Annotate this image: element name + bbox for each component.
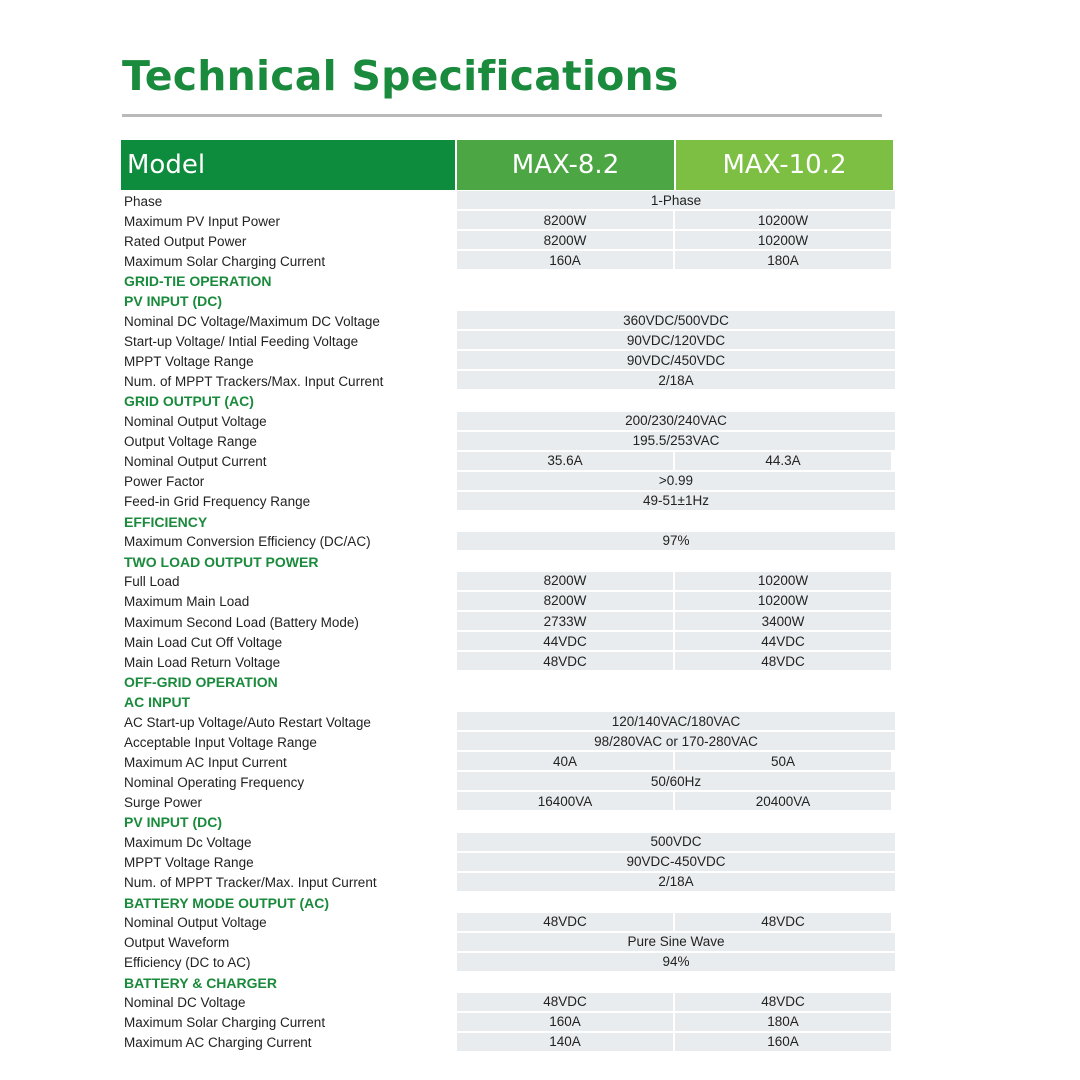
spec-value-max-8-2: 8200W: [457, 572, 673, 590]
spec-value-max-10-2: 10200W: [675, 211, 891, 229]
spec-value-max-10-2: 20400VA: [675, 792, 891, 810]
spec-value-max-10-2: 48VDC: [675, 913, 891, 931]
table-row: [121, 712, 895, 732]
table-row: [121, 592, 895, 612]
spec-value-max-10-2: 10200W: [675, 231, 891, 249]
section-spacer: [457, 672, 895, 690]
spec-value-shared: 90VDC/450VDC: [457, 351, 895, 369]
table-row: [121, 772, 895, 792]
section-header-row: [121, 893, 895, 913]
section-header-row: [121, 391, 895, 411]
spec-label: Maximum Dc Voltage: [124, 835, 252, 851]
spec-label: Efficiency (DC to AC): [124, 955, 251, 971]
spec-label: Maximum Solar Charging Current: [124, 253, 326, 269]
spec-value-max-8-2: 2733W: [457, 612, 673, 630]
section-title: PV INPUT (DC): [124, 293, 222, 310]
spec-value-max-10-2: 3400W: [675, 612, 891, 630]
spec-label: Acceptable Input Voltage Range: [124, 734, 317, 750]
spec-label: Maximum Second Load (Battery Mode): [124, 614, 359, 630]
spec-value-shared: 90VDC-450VDC: [457, 853, 895, 871]
spec-label: Surge Power: [124, 794, 203, 810]
spec-label: Main Load Return Voltage: [124, 654, 281, 670]
spec-value-max-10-2: 160A: [675, 1033, 891, 1051]
section-header-row: [121, 291, 895, 311]
table-row: [121, 251, 895, 271]
table-header: [121, 140, 895, 190]
table-row: [121, 412, 895, 432]
section-header-row: [121, 812, 895, 832]
spec-value-max-8-2: 160A: [457, 1013, 673, 1031]
table-row: [121, 833, 895, 853]
table-row: [121, 331, 895, 351]
section-spacer: [457, 291, 895, 309]
section-spacer: [457, 391, 895, 409]
spec-label: Nominal DC Voltage/Maximum DC Voltage: [124, 313, 380, 329]
spec-label: Nominal DC Voltage: [124, 995, 246, 1011]
spec-value-shared: 98/280VAC or 170-280VAC: [457, 732, 895, 750]
section-spacer: [457, 973, 895, 991]
spec-value-shared: 2/18A: [457, 371, 895, 389]
spec-value-shared: 50/60Hz: [457, 772, 895, 790]
table-row: [121, 472, 895, 492]
table-row: [121, 371, 895, 391]
spec-value-max-8-2: 48VDC: [457, 913, 673, 931]
spec-value-max-8-2: 16400VA: [457, 792, 673, 810]
table-row: [121, 1033, 895, 1053]
spec-value-shared: >0.99: [457, 472, 895, 490]
spec-label: Output Voltage Range: [124, 434, 257, 450]
table-body: [121, 191, 895, 1053]
table-row: [121, 752, 895, 772]
table-row: [121, 953, 895, 973]
spec-value-max-8-2: 8200W: [457, 211, 673, 229]
spec-label: Nominal Operating Frequency: [124, 774, 305, 790]
spec-value-shared: 94%: [457, 953, 895, 971]
section-header-row: [121, 973, 895, 993]
spec-label: Feed-in Grid Frequency Range: [124, 494, 311, 510]
spec-value-shared: 360VDC/500VDC: [457, 311, 895, 329]
spec-value-max-10-2: 10200W: [675, 592, 891, 610]
table-row: [121, 853, 895, 873]
table-row: [121, 632, 895, 652]
table-row: [121, 993, 895, 1013]
section-spacer: [457, 692, 895, 710]
spec-value-max-10-2: 180A: [675, 1013, 891, 1031]
page-title: Technical Specifications: [122, 52, 679, 100]
spec-value-max-8-2: 160A: [457, 251, 673, 269]
spec-value-max-10-2: 50A: [675, 752, 891, 770]
section-title: OFF-GRID OPERATION: [124, 674, 278, 691]
spec-value-max-8-2: 35.6A: [457, 452, 673, 470]
spec-value-max-10-2: 44.3A: [675, 452, 891, 470]
table-row: [121, 652, 895, 672]
spec-label: Main Load Cut Off Voltage: [124, 634, 283, 650]
spec-label: Maximum Solar Charging Current: [124, 1015, 326, 1031]
table-row: [121, 532, 895, 552]
section-spacer: [457, 893, 895, 911]
table-row: [121, 452, 895, 472]
section-title: PV INPUT (DC): [124, 814, 222, 831]
spec-label: Maximum AC Charging Current: [124, 1035, 312, 1051]
section-spacer: [457, 812, 895, 830]
spec-label: Power Factor: [124, 474, 205, 490]
spec-label: Maximum PV Input Power: [124, 213, 281, 229]
model-header-max-8-2: MAX-8.2: [457, 140, 674, 190]
table-row: [121, 231, 895, 251]
section-header-row: [121, 692, 895, 712]
spec-label: Maximum Conversion Efficiency (DC/AC): [124, 534, 371, 550]
table-row: [121, 612, 895, 632]
spec-label: MPPT Voltage Range: [124, 855, 254, 871]
spec-value-max-8-2: 48VDC: [457, 652, 673, 670]
spec-value-max-8-2: 8200W: [457, 231, 673, 249]
section-header-row: [121, 672, 895, 692]
spec-label: Nominal Output Voltage: [124, 915, 267, 931]
spec-label: Maximum Main Load: [124, 594, 250, 610]
spec-value-shared: 1-Phase: [457, 191, 895, 209]
spec-label: Maximum AC Input Current: [124, 754, 287, 770]
spec-value-max-10-2: 10200W: [675, 572, 891, 590]
spec-label: Start-up Voltage/ Intial Feeding Voltage: [124, 333, 359, 349]
spec-value-max-8-2: 8200W: [457, 592, 673, 610]
section-title: AC INPUT: [124, 694, 191, 711]
table-row: [121, 792, 895, 812]
table-row: [121, 492, 895, 512]
spec-value-max-8-2: 48VDC: [457, 993, 673, 1011]
spec-value-max-10-2: 180A: [675, 251, 891, 269]
table-row: [121, 873, 895, 893]
table-row: [121, 933, 895, 953]
spec-label: MPPT Voltage Range: [124, 353, 254, 369]
spec-value-max-8-2: 44VDC: [457, 632, 673, 650]
spec-value-shared: 200/230/240VAC: [457, 412, 895, 430]
spec-label: Nominal Output Voltage: [124, 414, 267, 430]
spec-value-max-8-2: 40A: [457, 752, 673, 770]
spec-label: Nominal Output Current: [124, 454, 267, 470]
spec-label: Output Waveform: [124, 935, 230, 951]
spec-value-max-10-2: 48VDC: [675, 652, 891, 670]
spec-value-shared: 97%: [457, 532, 895, 550]
section-title: GRID-TIE OPERATION: [124, 273, 272, 290]
spec-label: Phase: [124, 193, 163, 209]
spec-table: [121, 140, 895, 1053]
section-title: BATTERY MODE OUTPUT (AC): [124, 894, 330, 911]
section-title: EFFICIENCY: [124, 513, 208, 530]
spec-label: Rated Output Power: [124, 233, 247, 249]
section-title: GRID OUTPUT (AC): [124, 393, 254, 410]
table-row: [121, 732, 895, 752]
spec-value-max-10-2: 48VDC: [675, 993, 891, 1011]
section-spacer: [457, 512, 895, 530]
section-title: BATTERY & CHARGER: [124, 974, 277, 991]
section-title: TWO LOAD OUTPUT POWER: [124, 553, 319, 570]
table-row: [121, 191, 895, 211]
spec-value-max-8-2: 140A: [457, 1033, 673, 1051]
spec-label: Num. of MPPT Tracker/Max. Input Current: [124, 875, 377, 891]
model-header-max-10-2: MAX-10.2: [676, 140, 893, 190]
section-header-row: [121, 271, 895, 291]
spec-value-shared: 195.5/253VAC: [457, 432, 895, 450]
spec-value-shared: Pure Sine Wave: [457, 933, 895, 951]
section-header-row: [121, 552, 895, 572]
spec-value-shared: 49-51±1Hz: [457, 492, 895, 510]
spec-label: Full Load: [124, 574, 180, 590]
section-spacer: [457, 552, 895, 570]
spec-value-shared: 90VDC/120VDC: [457, 331, 895, 349]
table-row: [121, 432, 895, 452]
table-row: [121, 572, 895, 592]
spec-value-max-10-2: 44VDC: [675, 632, 891, 650]
table-row: [121, 211, 895, 231]
spec-value-shared: 120/140VAC/180VAC: [457, 712, 895, 730]
table-row: [121, 311, 895, 331]
table-row: [121, 913, 895, 933]
spec-value-shared: 500VDC: [457, 833, 895, 851]
section-spacer: [457, 271, 895, 289]
spec-value-shared: 2/18A: [457, 873, 895, 891]
spec-label: AC Start-up Voltage/Auto Restart Voltage: [124, 714, 371, 730]
model-header-label: Model: [121, 140, 455, 190]
title-divider: [122, 114, 882, 117]
table-row: [121, 351, 895, 371]
section-header-row: [121, 512, 895, 532]
table-row: [121, 1013, 895, 1033]
spec-label: Num. of MPPT Trackers/Max. Input Current: [124, 373, 384, 389]
